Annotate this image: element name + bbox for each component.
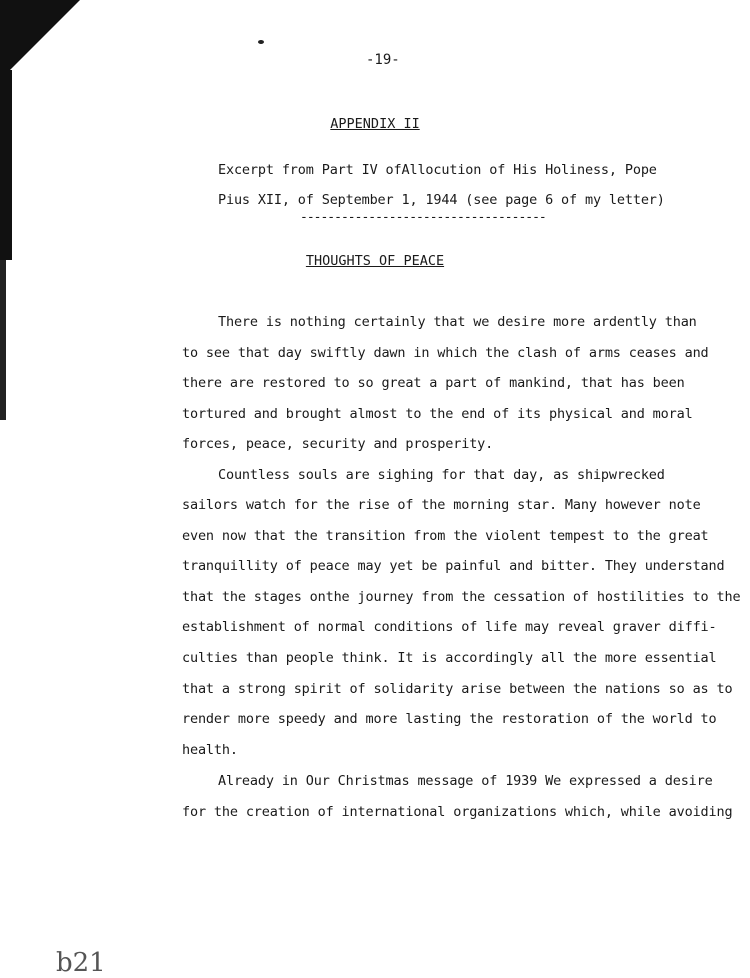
text-line: culties than people think. It is accordingly all the more essential [182, 650, 717, 666]
excerpt-divider: ------------------------------------ [300, 210, 546, 225]
ink-speck [258, 40, 264, 44]
text-line: that a strong spirit of solidarity arise between the nations so as to [182, 681, 733, 697]
handwritten-page-note: b21 [56, 948, 106, 978]
scan-edge-shadow [0, 70, 12, 260]
text-line: tortured and brought almost to the end of its physical and moral [182, 406, 693, 422]
text-line: Countless souls are sighing for that day, as shipwrecked [218, 467, 665, 483]
excerpt-line-1: Excerpt from Part IV ofAllocution of His Holiness, Pope [218, 162, 657, 178]
text-line: for the creation of international organizations which, while avoiding [182, 804, 733, 820]
section-title: THOUGHTS OF PEACE [305, 253, 445, 269]
text-line: forces, peace, security and prosperity. [182, 436, 494, 452]
text-line: sailors watch for the rise of the morning star. Many however note [182, 497, 701, 513]
appendix-heading: APPENDIX II [330, 116, 420, 132]
page-number: -19- [366, 52, 400, 68]
text-line: even now that the transition from the violent tempest to the great [182, 528, 709, 544]
text-line: health. [182, 742, 238, 758]
excerpt-line-2: Pius XII, of September 1, 1944 (see page 6 of my letter) [218, 192, 665, 208]
scan-corner-shadow [0, 0, 80, 80]
text-line: Already in Our Christmas message of 1939 We expressed a desire [218, 773, 713, 789]
text-line: render more speedy and more lasting the restoration of the world to [182, 711, 717, 727]
text-line: establishment of normal conditions of life may reveal graver diffi- [182, 619, 717, 635]
text-line: There is nothing certainly that we desire more ardently than [218, 314, 697, 330]
text-line: to see that day swiftly dawn in which the clash of arms ceases and [182, 345, 709, 361]
text-line: tranquillity of peace may yet be painful and bitter. They understand [182, 558, 725, 574]
scan-edge-shadow-lower [0, 260, 6, 420]
text-line: there are restored to so great a part of mankind, that has been [182, 375, 685, 391]
text-line: that the stages onthe journey from the cessation of hostilities to the [182, 589, 741, 605]
